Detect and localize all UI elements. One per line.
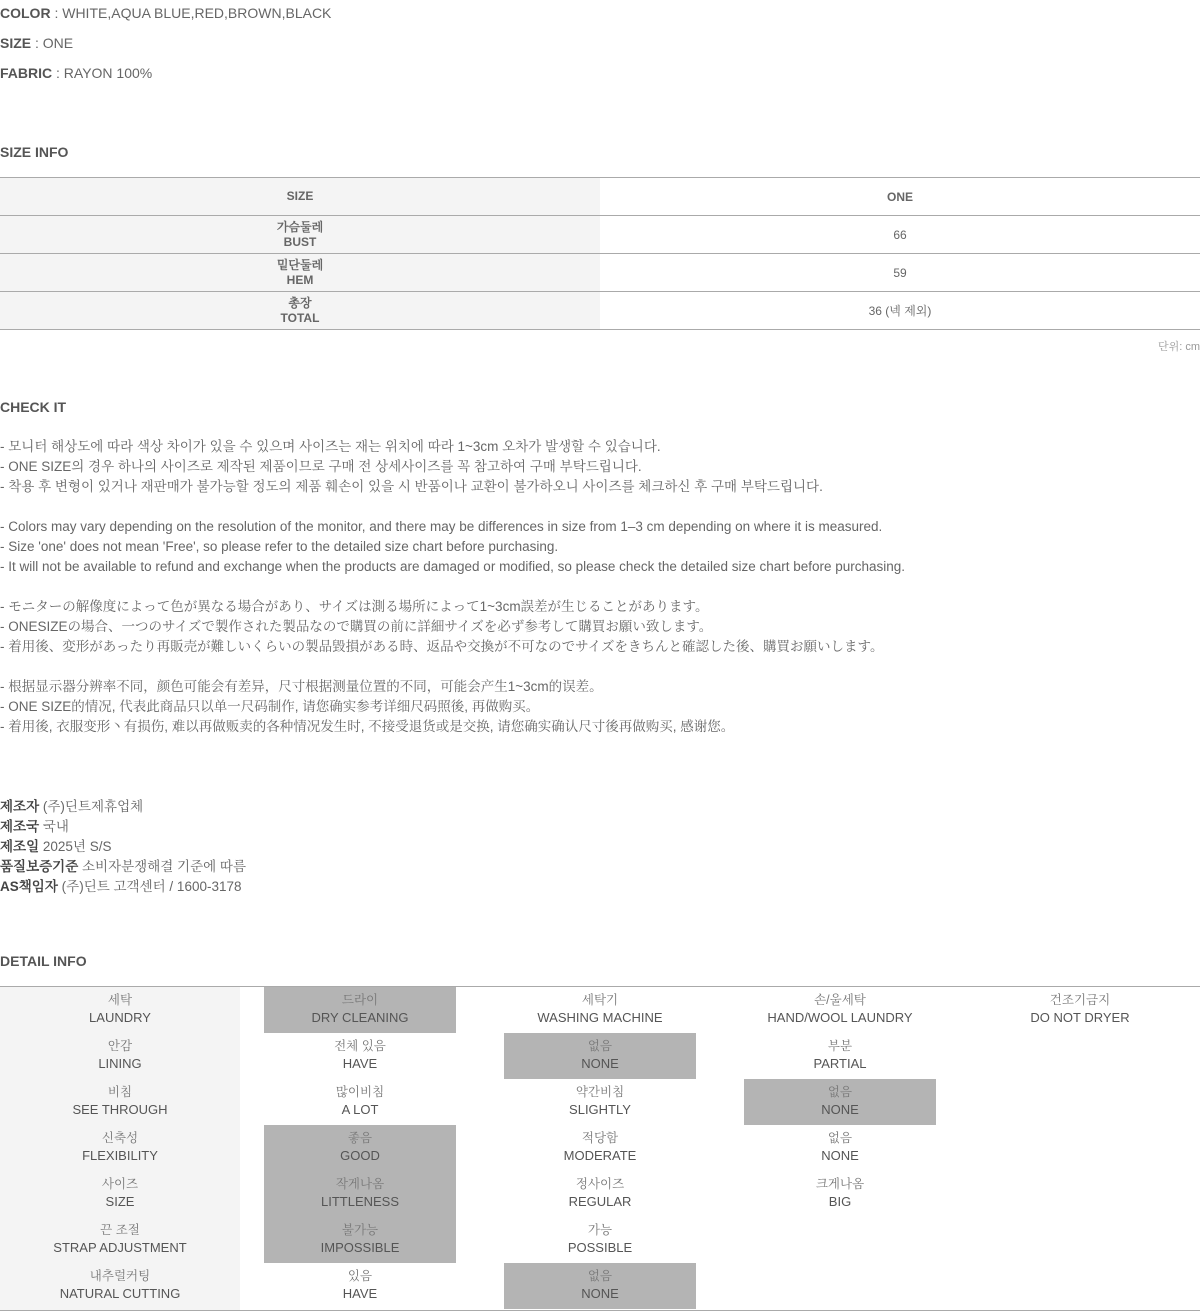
detail-option-ko: 정사이즈 [575,1177,625,1191]
detail-option [744,987,936,1033]
detail-row-label [0,1171,240,1217]
detail-option-ko: 없음 [587,1269,613,1283]
detail-option [504,1079,696,1125]
detail-option-en: DO NOT DRYER [1030,1010,1130,1025]
maker-label: AS책임자 [0,879,58,894]
maker-line [0,817,246,837]
detail-option-en: LITTLENESS [320,1194,400,1209]
detail-option-en: REGULAR [568,1194,632,1209]
detail-option [504,987,696,1033]
detail-option [744,1033,936,1079]
detail-label-en: LINING [98,1056,142,1071]
spec-label: SIZE [0,35,32,51]
detail-option-ko: 손/울세탁 [814,993,866,1007]
detail-option [744,1079,936,1125]
spec-label: COLOR [0,5,51,21]
maker-label: 제조일 [0,839,40,854]
spec-label: FABRIC [0,65,53,81]
detail-option-en: IMPOSSIBLE [320,1240,400,1255]
detail-option-ko: 불가능 [341,1223,379,1237]
detail-option-ko: 있음 [347,1269,373,1283]
size-row-label-en: HEM [286,272,314,287]
maker-value: 2025년 S/S [42,839,112,854]
detail-option-en: POSSIBLE [567,1240,633,1255]
detail-option-ko: 크게나옴 [815,1177,865,1191]
check-it-title: CHECK IT [0,399,67,415]
detail-option-en: GOOD [340,1148,380,1163]
detail-option-en: A LOT [341,1102,379,1117]
size-row-label [0,292,600,330]
detail-option-en: BIG [828,1194,852,1209]
detail-option [264,1263,456,1309]
detail-option-en: HAND/WOOL LAUNDRY [767,1010,913,1025]
size-header-value: ONE [600,178,1200,216]
maker-line [0,857,246,877]
detail-option-ko: 약간비침 [575,1085,625,1099]
detail-label-en: STRAP ADJUSTMENT [53,1240,187,1255]
detail-label-ko: 끈 조절 [100,1223,140,1237]
maker-value: 소비자분쟁해결 기준에 따름 [82,859,247,874]
detail-row-label [0,987,240,1033]
size-row-value: 59 [600,254,1200,292]
detail-option [744,1171,936,1217]
detail-option-ko: 가능 [587,1223,613,1237]
note-line: - 着用後, 衣服变形丶有损伤, 难以再做贩卖的各种情况发生时, 不接受退货或是交换, 请您确实确认尺寸後再做购买, 感谢您。 [0,719,735,734]
maker-line [0,837,246,857]
maker-info [0,797,246,897]
size-row-label-en: BUST [283,234,317,249]
spec-value: ONE [42,35,74,51]
table-row [0,292,1200,330]
detail-option [504,1217,696,1263]
detail-option [264,987,456,1033]
detail-label-ko: 비침 [107,1085,133,1099]
detail-option-ko: 없음 [827,1131,853,1145]
detail-option [744,1125,936,1171]
maker-line [0,797,246,817]
table-row [0,216,1200,254]
detail-label-ko: 신축성 [101,1131,139,1145]
detail-option-ko: 세탁기 [581,993,619,1007]
detail-option-ko: 전체 있음 [334,1039,386,1053]
detail-option [984,987,1176,1033]
detail-option-en: DRY CLEANING [311,1010,409,1025]
detail-label-ko: 사이즈 [101,1177,139,1191]
detail-option-ko: 적당함 [581,1131,619,1145]
detail-label-en: FLEXIBILITY [82,1148,158,1163]
note-line: - It will not be available to refund and exchange when the products are damaged or modified, so please check the detailed size chart before purchasing. [0,559,906,574]
spec-value: WHITE,AQUA BLUE,RED,BROWN,BLACK [62,5,332,21]
detail-option-ko: 좋음 [347,1131,373,1145]
detail-option-ko: 없음 [587,1039,613,1053]
detail-option-ko: 많이비침 [335,1085,385,1099]
detail-option [504,1125,696,1171]
detail-label-en: NATURAL CUTTING [59,1286,181,1301]
spec-size: SIZE : ONE [0,35,74,51]
note-line: - 착용 후 변형이 있거나 재판매가 불가능할 정도의 제품 훼손이 있을 시 반품이나 교환이 불가하오니 사이즈를 체크하신 후 구매 부탁드립니다. [0,479,823,494]
detail-label-ko: 세탁 [107,993,133,1007]
size-row-label [0,216,600,254]
detail-label-en: SIZE [105,1194,135,1209]
note-line: - 着用後、変形があったり再販売が難しいくらいの製品毀損がある時、返品や交換が不可なのでサイズをきちんと確認した後、購買お願いします。 [0,639,884,654]
detail-option-ko: 없음 [827,1085,853,1099]
detail-row-label [0,1079,240,1125]
maker-label: 제조자 [0,799,40,814]
detail-option-en: PARTIAL [813,1056,867,1071]
size-row-label-ko: 밑단둘레 [276,257,324,272]
note-line: - 모니터 해상도에 따라 색상 차이가 있을 수 있으며 사이즈는 재는 위치에 따라 1~3cm 오차가 발생할 수 있습니다. [0,439,661,454]
detail-label-ko: 내추럴커팅 [89,1269,151,1283]
detail-option [264,1171,456,1217]
maker-value: (주)딘트 고객센터 / 1600-3178 [61,879,242,894]
detail-label-en: SEE THROUGH [72,1102,168,1117]
check-it-notes [0,437,905,737]
detail-option-en: SLIGHTLY [569,1102,631,1117]
detail-label-en: LAUNDRY [89,1010,151,1025]
detail-option-ko: 작게나옴 [335,1177,385,1191]
maker-value: (주)딘트제휴업체 [42,799,144,814]
note-line: - ONESIZEの場合、一つのサイズで製作された製品なので購買の前に詳細サイズを必ず参考して購買お願い致します。 [0,619,713,634]
note-line: - Size 'one' does not mean 'Free', so please refer to the detailed size chart before purchasing. [0,539,559,554]
detail-option-en: NONE [581,1056,619,1071]
size-header-label: SIZE [0,178,600,216]
note-line: - ONE SIZE的情况, 代表此商品只以单一尺码制作, 请您确实参考详细尺码照後, 再做购买。 [0,699,540,714]
detail-option-ko: 드라이 [341,993,379,1007]
spec-fabric: FABRIC : RAYON 100% [0,65,153,81]
detail-option-ko: 부분 [827,1039,853,1053]
detail-option [264,1125,456,1171]
note-line: - 根据显示器分辨率不同，颜色可能会有差异，尺寸根据测量位置的不同，可能会产生1~3cm的误差。 [0,679,603,694]
maker-line [0,877,246,897]
detail-row-label [0,1217,240,1263]
note-line: - モニターの解像度によって色が異なる場合があり、サイズは測る場所によって1~3cm誤差が生じることがあります。 [0,599,709,614]
spec-color: COLOR : WHITE,AQUA BLUE,RED,BROWN,BLACK [0,5,332,21]
detail-option [504,1263,696,1309]
maker-value: 국내 [42,819,69,834]
detail-option [264,1033,456,1079]
detail-label-ko: 안감 [107,1039,133,1053]
maker-label: 제조국 [0,819,40,834]
detail-option-en: MODERATE [563,1148,637,1163]
table-row [0,254,1200,292]
detail-row-label [0,1263,240,1309]
maker-label: 품질보증기준 [0,859,79,874]
note-line: - ONE SIZE의 경우 하나의 사이즈로 제작된 제품이므로 구매 전 상세사이즈를 꼭 참고하여 구매 부탁드립니다. [0,459,642,474]
table-row [0,178,1200,216]
size-row-label [0,254,600,292]
detail-option-en: NONE [821,1102,859,1117]
detail-option-en: HAVE [342,1286,378,1301]
note-line: - Colors may vary depending on the resolution of the monitor, and there may be differences in size from 1–3 cm depending on where it is measured. [0,519,883,534]
size-info-title: SIZE INFO [0,144,69,160]
detail-option [504,1171,696,1217]
detail-option [264,1217,456,1263]
detail-option-ko: 건조기금지 [1049,993,1111,1007]
size-unit-note: 단위: cm [1157,341,1200,353]
detail-option-en: NONE [581,1286,619,1301]
detail-option-en: WASHING MACHINE [537,1010,663,1025]
detail-info-title: DETAIL INFO [0,953,87,969]
size-table [0,177,1200,330]
detail-info-grid [0,986,1200,1311]
size-row-label-ko: 총장 [288,295,312,310]
detail-option-en: NONE [821,1148,859,1163]
detail-option [264,1079,456,1125]
detail-option [504,1033,696,1079]
spec-value: RAYON 100% [63,65,153,81]
detail-row-label [0,1033,240,1079]
detail-row-label [0,1125,240,1171]
detail-option-en: HAVE [342,1056,378,1071]
size-row-value: 66 [600,216,1200,254]
size-row-label-en: TOTAL [280,310,320,325]
size-row-value: 36 (넥 제외) [600,292,1200,330]
size-row-label-ko: 가슴둘레 [276,219,324,234]
